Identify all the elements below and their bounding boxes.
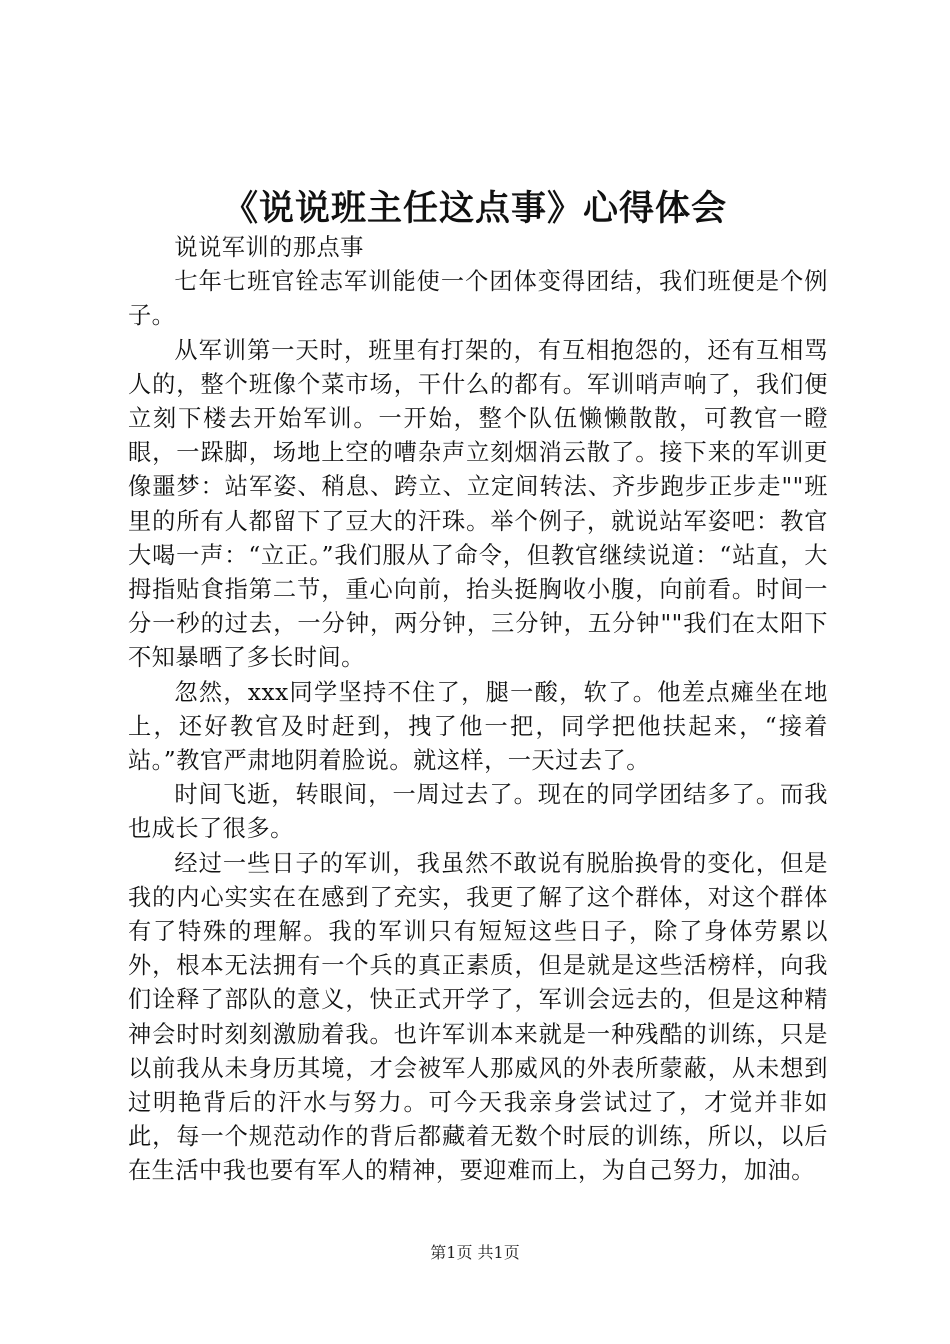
paragraph: 时间飞逝，转眼间，一周过去了。现在的同学团结多了。而我也成长了很多。 — [128, 781, 828, 843]
paragraph: 从军训第一天时，班里有打架的，有互相抱怨的，还有互相骂人的，整个班像个菜市场，干什么的都有。军训哨声响了，我们便立刻下楼去开始军训。一开始，整个队伍懒懒散散，可教官一瞪眼，一跺脚，场地上空的嘈杂声立刻烟消云散了。接下来的军训更像噩梦：站军姿、稍息、跨立、立定间转法、齐步跑步正步走""班里的所有人都留下了豆大的汗珠。举个例子，就说站军姿吧：教官大喝一声：“立正。”我们服从了命令，但教官继续说道：“站直，大拇指贴食指第二节，重心向前，抬头挺胸收小腹，向前看。时间一分一秒的过去，一分钟，两分钟，三分钟，五分钟""我们在太阳下不知暴晒了多长时间。 — [128, 336, 828, 672]
page-number-footer: 第1页 共1页 — [430, 1243, 520, 1262]
paragraph: 七年七班官铨志军训能使一个团体变得团结，我们班便是个例子。 — [128, 268, 828, 330]
document-body — [128, 231, 828, 1189]
paragraph-subtitle: 说说军训的那点事 — [174, 234, 364, 261]
document-title: 《说说班主任这点事》心得体会 — [222, 189, 727, 229]
paragraph: 经过一些日子的军训，我虽然不敢说有脱胎换骨的变化，但是我的内心实实在在感到了充实，我更了解了这个群体，对这个群体有了特殊的理解。我的军训只有短短这些日子，除了身体劳累以外，根本无法拥有一个兵的真正素质，但是就是这些活榜样，向我们诠释了部队的意义，快正式开学了，军训会远去的，但是这种精神会时时刻刻激励着我。也许军训本来就是一种残酷的训练，只是以前我从未身历其境，才会被军人那威风的外表所蒙蔽，从未想到过明艳背后的汗水与努力。可今天我亲身尝试过了，才觉并非如此，每一个规范动作的背后都藏着无数个时辰的训练，所以，以后在生活中我也要有军人的精神，要迎难而上，为自己努力，加油。 — [128, 849, 828, 1185]
paragraph: 忽然，xxx同学坚持不住了，腿一酸，软了。他差点瘫坐在地上，还好教官及时赶到，拽了他一把，同学把他扶起来，“接着站。”教官严肃地阴着脸说。就这样，一天过去了。 — [128, 678, 828, 775]
